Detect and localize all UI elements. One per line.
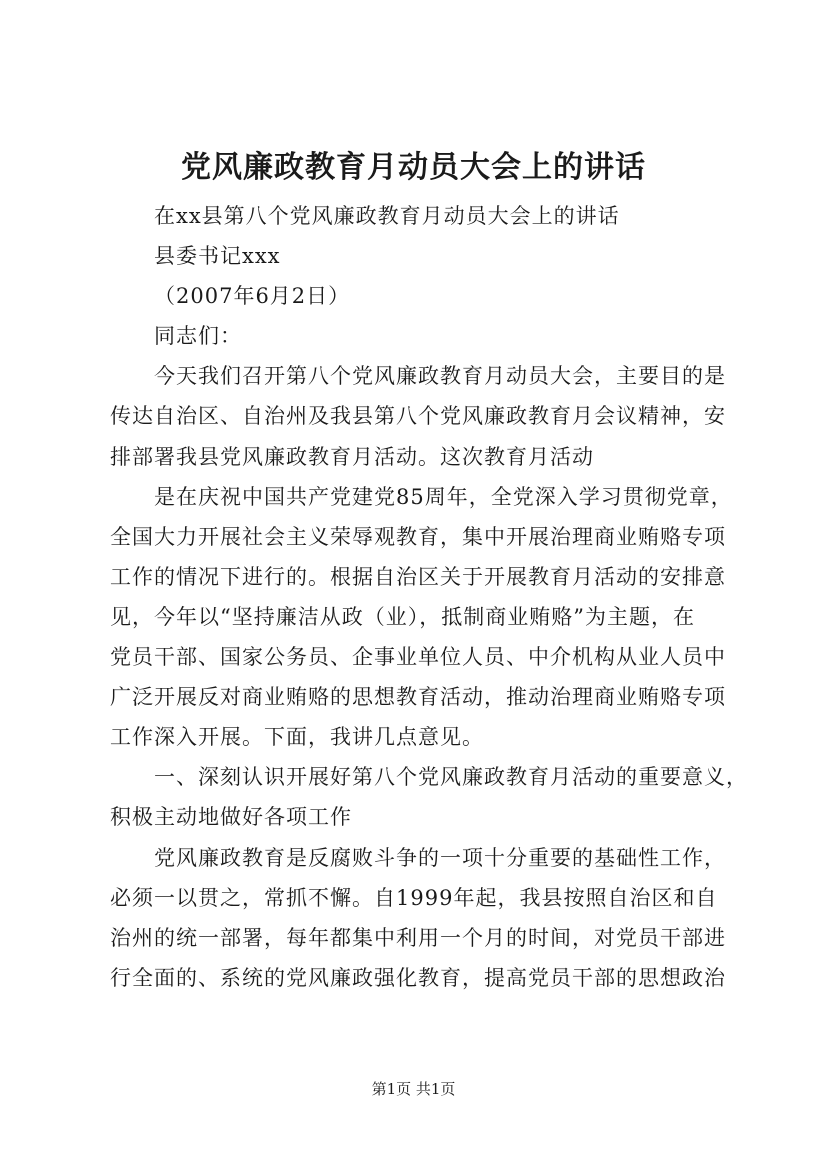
heading-line: 一、深刻认识开展好第八个党风廉政教育月活动的重要意义，: [154, 765, 748, 790]
paragraph-line: 传达自治区、自治州及我县第八个党风廉政教育月会议精神，安: [110, 404, 726, 429]
subtitle-line: 在xx县第八个党风廉政教育月动员大会上的讲话: [154, 204, 620, 228]
paragraph-line: 是在庆祝中国共产党建党85周年，全党深入学习贯彻党章，: [154, 484, 733, 509]
paragraph-line: 党风廉政教育是反腐败斗争的一项十分重要的基础性工作，: [154, 845, 726, 870]
document-title: 党风廉政教育月动员大会上的讲话: [181, 150, 646, 185]
paragraph-2: [110, 477, 740, 758]
section-heading-1: [110, 757, 748, 837]
paragraph-line: 党员干部、国家公务员、企事业单位人员、中介机构从业人员中: [110, 645, 726, 670]
paragraph-line: 治州的统一部署，每年都集中利用一个月的时间，对党员干部进: [110, 925, 726, 950]
paragraph-line: 工作深入开展。下面，我讲几点意见。: [110, 725, 484, 750]
paragraph-line: 排部署我县党风廉政教育月活动。这次教育月活动: [110, 444, 594, 469]
paragraph-line: 全国大力开展社会主义荣辱观教育，集中开展治理商业贿赂专项: [110, 524, 726, 549]
paragraph-3: [110, 838, 740, 998]
paragraph-line: 行全面的、系统的党风廉政强化教育，提高党员干部的思想政治: [110, 965, 726, 990]
document-body: [110, 196, 748, 998]
paragraph-line: 工作的情况下进行的。根据自治区关于开展教育月活动的安排意: [110, 564, 726, 589]
paragraph-line: 广泛开展反对商业贿赂的思想教育活动，推动治理商业贿赂专项: [110, 685, 726, 710]
salutation-line: 同志们：: [154, 324, 242, 349]
heading-line: 积极主动地做好各项工作: [110, 805, 352, 830]
speaker-line: 县委书记xxx: [154, 244, 281, 269]
paragraph-line: 见，今年以“坚持廉洁从政（业），抵制商业贿赂”为主题，在: [110, 604, 695, 629]
date-line: （2007年6月2日）: [154, 284, 351, 309]
paragraph-line: 必须一以贯之，常抓不懈。自1999年起，我县按照自治区和自: [110, 885, 718, 910]
paragraph-line: 今天我们召开第八个党风廉政教育月动员大会，主要目的是: [154, 364, 726, 389]
page-number-footer: 第1页 共1页: [371, 1080, 456, 1098]
paragraph-1: [110, 356, 740, 476]
